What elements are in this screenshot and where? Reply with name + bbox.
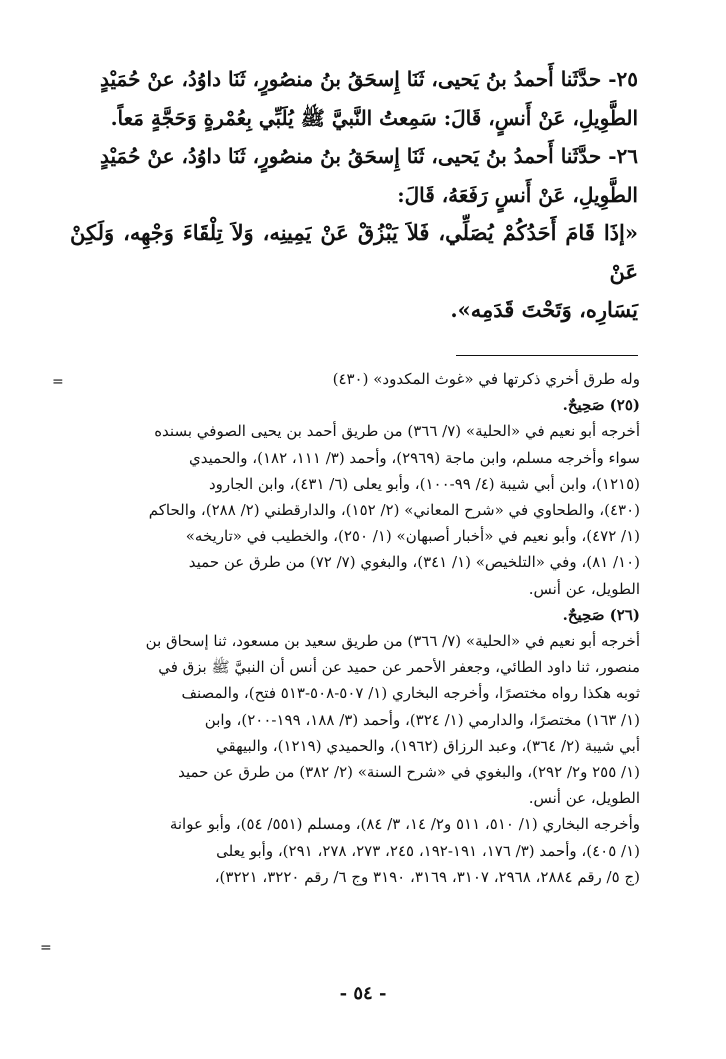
footnote-26-line-9: (١/ ٤٠٥)، وأحمد (٣/ ١٧٦، ١٩١-١٩٢، ٢٤٥، ٢٧٣، ٢٧٨، ٢٩١)، وأبو يعلى xyxy=(216,841,640,860)
footnote-separator xyxy=(456,355,638,356)
footnote-continued: وله طرق أخري ذكرتها في «غوث المكدود» (٤٣٠) xyxy=(332,370,640,388)
footnote-26-line-8: وأخرجه البخاري (١/ ٥١٠، ٥١١ و٢/ ١٤، ٣/ ٨٤)، ومسلم (٥٥١/ ٥٤)، وأبو عوانة xyxy=(169,815,640,834)
footnote-26-line-2: منصور، ثنا داود الطائي، وجعفر الأحمر عن حميد عن أنس أن النبيَّ ﷺ بزق في xyxy=(158,658,640,677)
footnote-25-line-4: (٤٣٠)، والطحاوي في «شرح المعاني» (٢/ ١٥٢)، والدارقطني (٢/ ٢٨٨)، والحاكم xyxy=(148,501,640,520)
footnotes xyxy=(70,366,640,890)
hadith-26-line-1: ٢٦- حدَّثَنا أَحمدُ بنُ يَحيى، ثَنَا إِسحَقُ بنُ منصُورٍ، ثَنَا داوُدُ، عنْ حُمَيْدٍ xyxy=(99,144,638,168)
footnote-26-line-1: أخرجه أبو نعيم في «الحلية» (٧/ ٣٦٦) من طريق سعيد بن مسعود، ثنا إسحاق بن xyxy=(145,632,640,651)
page-number: - ٥٤ - xyxy=(339,983,387,1004)
footnote-26-line-3: ثوبه هكذا رواه مختصرًا، وأخرجه البخاري (١/ ٥٠٧-٥٠٨-٥١٣ فتح)، والمصنف xyxy=(181,684,640,703)
hadith-26-line-4: يَسَارِه، وَتَحْتَ قَدَمِه». xyxy=(450,297,638,322)
footnote-25-line-6: (١٠/ ٨١)، وفي «التلخيص» (١/ ٣٤١)، والبغوي (٧/ ٧٢) من طرق عن حميد xyxy=(188,553,640,572)
footnote-26-heading: (٢٦) صَحِيحٌ. xyxy=(562,605,640,624)
footnote-25-line-1: أخرجه أبو نعيم في «الحلية» (٧/ ٣٦٦) من طريق أحمد بن يحيى الصوفي بسنده xyxy=(154,422,640,441)
footnote-26-line-4: (١/ ١٦٣) مختصرًا، والدارمي (١/ ٣٢٤)، وأحمد (٣/ ١٨٨، ١٩٩-٢٠٠)، وابن xyxy=(204,710,640,729)
main-text xyxy=(70,60,638,330)
hadith-26-line-3: «إذَا قَامَ أَحَدُكُمْ يُصَلِّي، فَلاَ يَبْزُقْ عَنْ يَمِينِه، وَلاَ تِلْقَاءَ وَجْهِه، وَلَكِنْ عَنْ xyxy=(70,220,638,284)
footnote-26-line-7: الطويل، عن أنس. xyxy=(528,789,640,808)
continuation-mark-bottom: = xyxy=(40,940,52,956)
footnote-26-line-5: أبي شيبة (٢/ ٣٦٤)، وعبد الرزاق (١٩٦٢)، والحميدي (١٢١٩)، والبيهقي xyxy=(215,736,640,755)
footnote-26-line-10: (ج ٥/ رقم ٢٨٨٤، ٢٩٦٨، ٣١٠٧، ٣١٦٩، ٣١٩٠ وج ٦/ رقم ٣٢٢٠، ٣٢٢١)، xyxy=(214,867,640,886)
footnote-25-heading: (٢٥) صَحِيحٌ. xyxy=(562,396,640,415)
hadith-25-line-2: الطَّوِيلِ، عَنْ أَنسٍ، قَالَ: سَمِعتُ النَّبيَّ ﷺ يُلَبِّي بِعُمْرةٍ وَحَجَّةٍ مَعاً. xyxy=(110,105,638,130)
footnote-25-line-2: سواء وأخرجه مسلم، وابن ماجة (٢٩٦٩)، وأحمد (٣/ ١١١، ١٨٢)، والحميدي xyxy=(189,448,640,467)
footnote-25-line-3: (١٢١٥)، وابن أبي شيبة (٤/ ٩٩-١٠٠)، وأبو يعلى (٦/ ٤٣١)، وابن الجارود xyxy=(208,474,640,493)
continuation-mark-top: = xyxy=(52,374,64,390)
footnote-26-line-6: (١/ ٢٥٥ و٢/ ٢٩٢)، والبغوي في «شرح السنة» (٢/ ٣٨٢) من طرق عن حميد xyxy=(178,763,640,782)
footnote-25-line-5: (١/ ٤٧٢)، وأبو نعيم في «أخبار أصبهان» (١/ ٢٥٠)، والخطيب في «تاريخه» xyxy=(185,527,640,546)
hadith-25-line-1: ٢٥- حدَّثَنا أَحمدُ بنُ يَحيى، ثَنَا إِسحَقُ بنُ منصُورٍ، ثَنَا داوُدُ، عنْ حُمَيْدٍ xyxy=(99,67,638,91)
footnote-25-line-7: الطويل، عن أنس. xyxy=(528,579,640,598)
hadith-26-line-2: الطَّوِيلِ، عَنْ أَنسٍ رَفَعَهُ، قَالَ: xyxy=(397,182,638,207)
